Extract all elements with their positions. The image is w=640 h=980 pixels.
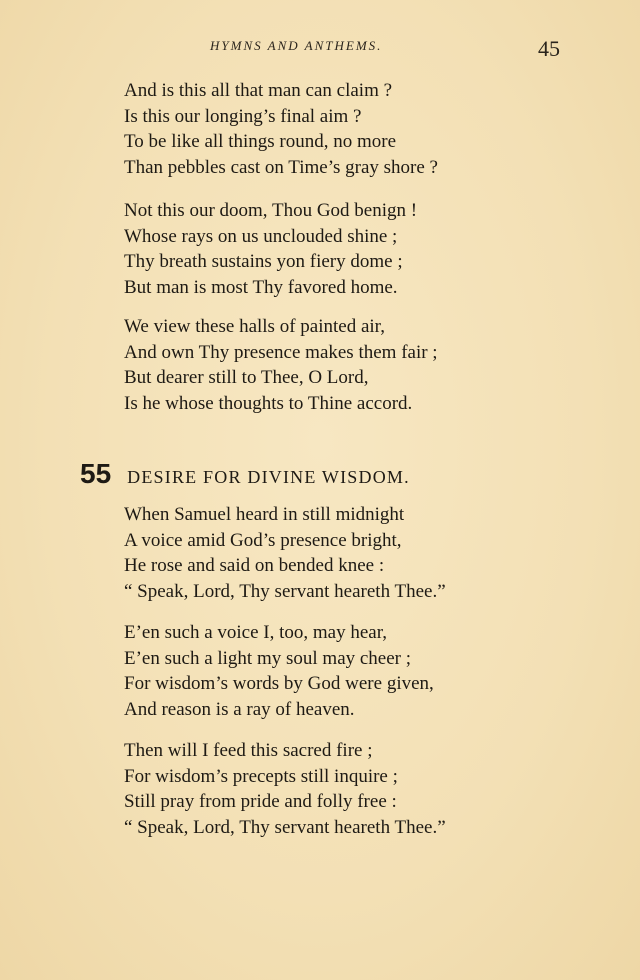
hymn-heading — [80, 458, 580, 490]
verse-line: “ Speak, Lord, Thy servant heareth Thee.” — [124, 816, 446, 838]
verse-line: When Samuel heard in still midnight — [124, 504, 405, 525]
stanza — [124, 502, 564, 604]
hymn-number: 55 — [80, 458, 112, 489]
verse-line: Than pebbles cast on Time’s gray shore ? — [124, 156, 438, 178]
verse-line: “ Speak, Lord, Thy servant heareth Thee.” — [124, 580, 446, 602]
verse-line: And is this all that man can claim ? — [124, 80, 393, 101]
verse-line: But dearer still to Thee, O Lord, — [124, 367, 369, 388]
verse-line: To be like all things round, no more — [124, 131, 397, 152]
stanza — [124, 198, 564, 300]
verse-line: Still pray from pride and folly free : — [124, 791, 397, 812]
hymn-title: DESIRE FOR DIVINE WISDOM. — [127, 467, 410, 487]
running-head: HYMNS AND ANTHEMS. — [210, 38, 383, 53]
verse-line: Whose rays on us unclouded shine ; — [124, 225, 398, 247]
verse-line: Is this our longing’s final aim ? — [124, 105, 362, 127]
stanza — [124, 620, 564, 722]
verse-line: Thy breath sustains yon fiery dome ; — [124, 251, 403, 272]
verse-line: But man is most Thy favored home. — [124, 276, 398, 298]
verse-line: E’en such a voice I, too, may hear, — [124, 622, 388, 643]
verse-line: He rose and said on bended knee : — [124, 555, 385, 576]
page-number: 45 — [538, 36, 560, 61]
verse-line: Then will I feed this sacred fire ; — [124, 740, 373, 761]
verse-line: Is he whose thoughts to Thine accord. — [124, 392, 413, 414]
verse-line: Not this our doom, Thou God benign ! — [124, 200, 418, 221]
verse-line: And own Thy presence makes them fair ; — [124, 341, 438, 363]
verse-line: For wisdom’s words by God were given, — [124, 673, 434, 694]
stanza — [124, 314, 564, 416]
verse-line: A voice amid God’s presence bright, — [124, 529, 402, 551]
verse-line: E’en such a light my soul may cheer ; — [124, 647, 412, 669]
stanza — [124, 78, 564, 180]
verse-line: We view these halls of painted air, — [124, 316, 385, 337]
verse-line: And reason is a ray of heaven. — [124, 698, 355, 720]
stanza — [124, 738, 564, 840]
verse-line: For wisdom’s precepts still inquire ; — [124, 765, 398, 787]
